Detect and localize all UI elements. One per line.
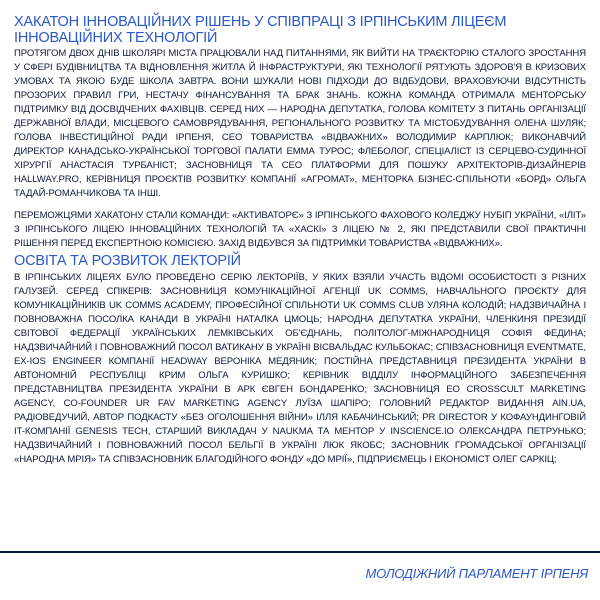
lectures-heading: ОСВІТА ТА РОЗВИТОК ЛЕКТОРІЙ xyxy=(14,253,241,269)
hackathon-heading: ХАКАТОН ІННОВАЦІЙНИХ РІШЕНЬ У СПІВПРАЦІ З ІРПІНСЬКИМ ЛІЦЕЄМ ІННОВАЦІЙНИХ ТЕХНОЛОГІЙ xyxy=(14,14,507,46)
footer-signature: МОЛОДІЖНИЙ ПАРЛАМЕНТ ІРПЕНЯ xyxy=(365,566,588,581)
footer-divider xyxy=(0,551,600,553)
hackathon-paragraph-2: ПЕРЕМОЖЦЯМИ ХАКАТОНУ СТАЛИ КОМАНДИ: «АКТИВАТОРЄ» З ІРПІНСЬКОГО ФАХОВОГО КОЛЕДЖУ НУБІП УКРАЇНИ, «ІЛІТ» З ІРПІНСЬКОГО ЛІЦЕЮ ІННОВАЦІЙНИХ ТЕХНОЛОГІЙ ТА «ХАСКІ» З ЛІЦЕЮ № 2, ЯКІ ПРЕДСТАВИЛИ СВОЇ ПРАКТИЧНІ РІШЕННЯ ПЕРЕД ЕКСПЕРТНОЮ КОМІСІЄЮ. ЗАХІД ВІДБУВСЯ ЗА ПІДТРИМКИ ТОВАРИСТВА «ВІДВАЖНИХ». xyxy=(14,210,586,249)
hackathon-paragraph-1: ПРОТЯГОМ ДВОХ ДНІВ ШКОЛЯРІ МІСТА ПРАЦЮВАЛИ НАД ПИТАННЯМИ, ЯК ВИЙТИ НА ТРАЄКТОРІЮ СТАЛОГО ЗРОСТАННЯ У СФЕРІ БУДІВНИЦТВА ТА ВІДНОВЛЕННЯ ЖИТЛА Й ІНФРАСТРУКТУРИ, ЯКІ ТЕХНОЛОГІЇ РЯТУЮТЬ ЗДОРОВ'Я В КРИЗОВИХ УМОВАХ ТА ЯКОЮ БУДЕ ШКОЛА ЗАВТРА. ВОНИ ШУКАЛИ НОВІ ПІДХОДИ ДО ВІДБУДОВИ, ВРАХОВУЮЧИ ВІДСУТНІСТЬ ПРОЗОРИХ ПРАВИЛ ГРИ, НЕСТАЧУ ФІНАНСУВАННЯ ТА БРАК ЗНАНЬ. КОЖНА КОМАНДА ОТРИМАЛА МЕНТОРСЬКУ ПІДТРИМКУ ВІД ДОСВІДЧЕНИХ ФАХІВЦІВ. СЕРЕД НИХ — НАРОДНА ДЕПУТАТКА, ГОЛОВА КОМІТЕТУ З ПИТАНЬ ОРГАНІЗАЦІЇ ДЕРЖАВНОЇ ВЛАДИ, МІСЦЕВОГО САМОВРЯДУВАННЯ, РЕГІОНАЛЬНОГО РОЗВИТКУ ТА МІСТОБУДУВАННЯ ОЛЕНА ШУЛЯК; ГОЛОВА ІНВЕСТИЦІЙНОЇ РАДИ ІРПЕНЯ, СЕО ТОВАРИСТВА «ВІДВАЖНИХ» ВОЛОДИМИР КАРПЛЮК; ВИКОНАВЧИЙ ДИРЕКТОР КАНАДСЬКО-УКРАЇНСЬКОЇ ТОРГОВОЇ ПАЛАТИ ЕММА ТУРОС; ФЛЕБОЛОГ, СПЕЦІАЛІСТ ІЗ СЕРЦЕВО-СУДИННОЇ ХІРУРГІЇ АНАСТАСІЯ ТУРБАНІСТ; ЗАСНОВНИЦЯ ТА СЕО ПЛАТФОРМИ ДЛЯ ПОШУКУ АРХІТЕКТОРІВ-ДИЗАЙНЕРІВ HALLWAY.PRO, КЕРІВНИЦЯ ПРОЄКТІВ РОЗВИТКУ КОМПАНІЇ «АГРОМАТ», МЕНТОРКА БІЗНЕС-СПІЛЬНОТИ «БОРД» ОЛЬГА ТАДАЙ-РОМАНЧИКОВА ТА ІНШІ. xyxy=(14,48,586,199)
article-content xyxy=(14,14,586,467)
lectures-paragraph: В ІРПІНСЬКИХ ЛІЦЕЯХ БУЛО ПРОВЕДЕНО СЕРІЮ ЛЕКТОРІЇВ, У ЯКИХ ВЗЯЛИ УЧАСТЬ ВІДОМІ ОСОБИСТОСТІ З РІЗНИХ ГАЛУЗЕЙ. СЕРЕД СПІКЕРІВ: ЗАСНОВНИЦЯ КОМУНІКАЦІЙНОЇ АГЕНЦІЇ UK COMMS, НАВЧАЛЬНОГО ПРОЄКТУ ДЛЯ КОМУНІКАЦІЙНИКІВ UK COMMS ACADEMY, ПРОФЕСІЙНОЇ СПІЛЬНОТИ UK COMMS CLUB УЛЯНА КОЛОДІЙ; НАДЗВИЧАЙНА І ПОВНОВАЖНА ПОСОЛКА КАНАДИ В УКРАЇНІ НАТАЛКА ЦМОЦЬ; НАРОДНА ДЕПУТАТКА УКРАЇНИ, ЧЛЕНКИНЯ ПРЕЗИДІЇ СВІТОВОЇ ФЕДЕРАЦІЇ УКРАЇНСЬКИХ ЛЕМКІВСЬКИХ ОБ'ЄДНАНЬ, ПОЛІТОЛОГ-МІЖНАРОДНИЦЯ СОФІЯ ФЕДИНА; НАДЗВИЧАЙНИЙ І ПОВНОВАЖНИЙ ПОСОЛ ВАТИКАНУ В УКРАЇНІ ВІСВАЛЬДАС КУЛЬБОКАС; СПІВЗАСНОВНИЦЯ EVENTMATE, EX-IOS ENGINEER КОМПАНІЇ HEADWAY ВЕРОНІКА МЕДЯНИК; ПОСТІЙНА ПРЕДСТАВНИЦЯ ПРЕЗИДЕНТА УКРАЇНИ В АВТОНОМНІЙ РЕСПУБЛІЦІ КРИМ ОЛЬГА КУРИШКО; КЕРІВНИК ВІДДІЛУ ІНФОРМАЦІЙНОГО ЗАБЕЗПЕЧЕННЯ ПРЕДСТАВНИЦТВА ПРЕЗИДЕНТА УКРАЇНИ В АРК ЄВГЕН БОНДАРЕНКО; ЗАСНОВНИЦЯ EO CROSSCULT MARKETING AGENCY, CO-FOUNDER UR FAV MARKETING AGENCY ЛУЇЗА ШАПІРО; ГОЛОВНИЙ РЕДАКТОР ВИДАННЯ AIN.UA, РАДІОВЕДУЧИЙ, АВТОР ПОДКАСТУ «БЕЗ ОГОЛОШЕННЯ ВІЙНИ» ІЛЛЯ КАБАЧИНСЬКИЙ; PR DIRECTOR У КОФАУНДИНГОВІЙ IT-КОМПАНІЇ GENESIS TECH, СТАРШИЙ ВИКЛАДАЧ У NAUKMA ТА МЕНТОР У INSCIENCE.IO ОЛЕКСАНДРА ПЕТРУНЬКО; НАДЗВИЧАЙНИЙ І ПОВНОВАЖНИЙ ПОСОЛ БЕЛЬГІЇ В УКРАЇНІ ЛЮК ЯКОБС; ЗАСНОВНИК ГРОМАДСЬКОЇ ОРГАНІЗАЦІЇ «НАРОДНА МРІЯ» ТА СПІВЗАСНОВНИК БЛАГОДІЙНОГО ФОНДУ «ДО МРІЇ», ПІДПРИЄМЕЦЬ І ЕКОНОМІСТ ОЛЕГ САРКІЦ; xyxy=(14,272,586,465)
